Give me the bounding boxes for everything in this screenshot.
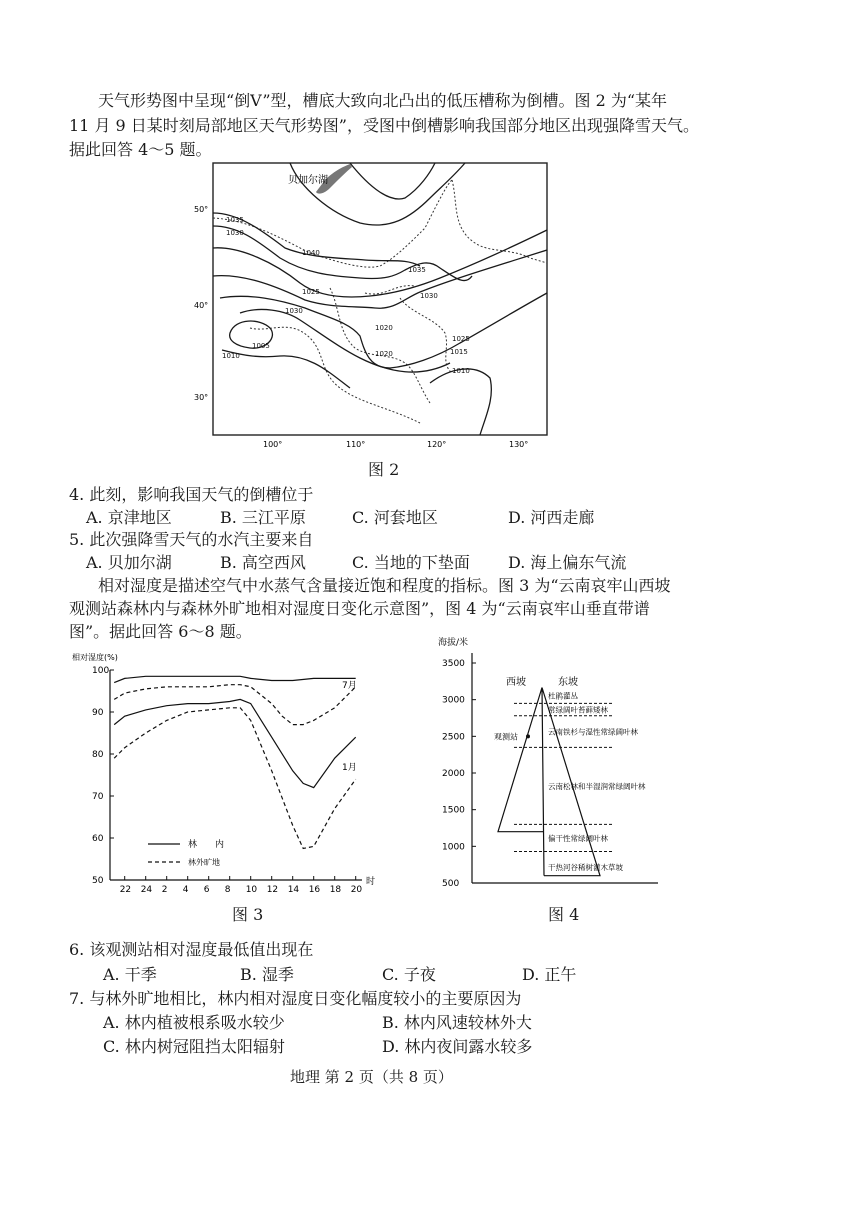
- zone-label: 常绿阔叶苔藓矮林: [548, 705, 608, 715]
- zone-label: 干热河谷稀树灌木草坡: [548, 863, 623, 873]
- isobar-label: 1025: [452, 335, 470, 343]
- x-tick-label: 24: [140, 885, 153, 895]
- q7-option-c: C. 林内树冠阻挡太阳辐射: [103, 1037, 285, 1056]
- lon-label-130: 130°: [509, 440, 529, 448]
- zone-label: 云南松林和半湿润常绿阔叶林: [548, 781, 646, 791]
- q5-option-a: A. 贝加尔湖: [86, 553, 172, 572]
- q7-option-b: B. 林内风速较林外大: [382, 1013, 532, 1032]
- isobar-label: 1015: [450, 348, 468, 356]
- x-tick-label: 10: [245, 885, 258, 895]
- series-line: [114, 685, 356, 725]
- q6-option-b: B. 湿季: [240, 965, 294, 984]
- q6-option-d: D. 正午: [522, 965, 577, 984]
- isobar-label: 1005: [252, 342, 270, 350]
- y-tick-label: 500: [442, 879, 460, 889]
- q5-option-b: B. 高空西风: [220, 553, 306, 572]
- isobar-label: 1035: [226, 216, 244, 224]
- y-tick-label: 3500: [442, 659, 465, 669]
- y-tick-label: 1000: [442, 842, 465, 853]
- x-tick-label: 16: [308, 885, 321, 895]
- q4-option-b: B. 三江平原: [220, 508, 306, 527]
- legend-dashed-label: 林外旷地: [188, 858, 220, 867]
- vertical-zone-diagram: [430, 633, 670, 891]
- month-label-jan: 1月: [342, 763, 357, 773]
- q6-option-c: C. 子夜: [382, 965, 436, 984]
- fig3-ylabel: 相对湿度(%): [72, 653, 118, 662]
- intro-line-2: 11 月 9 日某时刻局部地区天气形势图”，受图中倒槽影响我国部分地区出现强降雪天气。: [69, 116, 699, 135]
- y-tick-label: 70: [92, 792, 104, 802]
- west-slope-label: 西坡: [506, 677, 526, 688]
- east-slope-label: 东坡: [558, 677, 578, 688]
- west-slope: [498, 687, 544, 831]
- y-tick-label: 60: [92, 834, 104, 844]
- zone-label: 偏干性常绿阔叶林: [548, 833, 608, 843]
- intro2-line-3: 图”。据此回答 6～8 题。: [69, 622, 252, 641]
- y-tick-label: 90: [92, 708, 104, 718]
- x-unit: 时: [366, 877, 376, 887]
- weather-map: [190, 158, 560, 448]
- isobar-label: 1010: [452, 367, 470, 375]
- x-tick-label: 18: [329, 885, 342, 895]
- isobar-label: 1035: [408, 266, 426, 274]
- isobar-label: 1025: [302, 288, 320, 296]
- fig4-ylabel: 海拔/米: [438, 638, 469, 648]
- q6-stem: 6. 该观测站相对湿度最低值出现在: [69, 940, 314, 959]
- x-tick-label: 20: [350, 885, 363, 895]
- humidity-chart: [70, 648, 385, 898]
- y-tick-label: 2500: [442, 732, 465, 743]
- station-marker: [526, 734, 530, 738]
- q4-option-d: D. 河西走廊: [508, 508, 595, 527]
- y-tick-label: 2000: [442, 769, 465, 779]
- page-footer: 地理 第 2 页（共 8 页）: [290, 1068, 453, 1086]
- q5-option-c: C. 当地的下垫面: [352, 553, 470, 572]
- figure-2-caption: 图 2: [368, 460, 400, 479]
- y-tick-label: 80: [92, 750, 104, 760]
- x-tick-label: 6: [203, 885, 210, 895]
- x-tick-label: 14: [287, 885, 300, 895]
- month-label-july: 7月: [342, 681, 357, 691]
- lat-label-50: 50°: [194, 205, 209, 214]
- series-line: [114, 699, 356, 787]
- isobar-label: 1010: [222, 352, 240, 360]
- lon-label-100: 100°: [263, 440, 283, 448]
- station-label: 观测站: [494, 732, 518, 742]
- q4-stem: 4. 此刻，影响我国天气的倒槽位于: [69, 485, 314, 504]
- lat-label-30: 30°: [194, 393, 209, 402]
- y-tick-label: 1500: [442, 805, 465, 816]
- zone-label: 杜鹃灌丛: [548, 691, 578, 701]
- q7-stem: 7. 与林外旷地相比，林内相对湿度日变化幅度较小的主要原因为: [69, 989, 522, 1008]
- x-tick-label: 8: [224, 885, 231, 895]
- y-tick-label: 50: [92, 876, 104, 886]
- y-tick-label: 3000: [442, 695, 465, 706]
- x-tick-label: 22: [119, 885, 132, 895]
- isobar-label: 1020: [375, 324, 393, 332]
- x-tick-label: 2: [161, 885, 168, 895]
- y-tick-label: 100: [92, 666, 110, 676]
- q5-option-d: D. 海上偏东气流: [508, 553, 627, 572]
- figure-4-caption: 图 4: [548, 905, 580, 924]
- series-line: [114, 708, 356, 849]
- lon-label-110: 110°: [346, 440, 366, 448]
- x-tick-label: 12: [266, 885, 279, 895]
- q4-option-c: C. 河套地区: [352, 508, 438, 527]
- intro-line-1: 天气形势图中呈现“倒V”型，槽底大致向北凸出的低压槽称为倒槽。图 2 为“某年: [98, 91, 668, 110]
- lake-label: 贝加尔湖: [288, 175, 328, 186]
- q7-option-d: D. 林内夜间露水较多: [382, 1037, 533, 1056]
- isobar-label: 1040: [302, 249, 320, 257]
- zone-label: 云南铁杉与湿性常绿阔叶林: [548, 727, 638, 737]
- isobar-label: 1020: [375, 350, 393, 358]
- isobar-label: 1030: [226, 229, 244, 237]
- intro2-line-1: 相对湿度是描述空气中水蒸气含量接近饱和程度的指标。图 3 为“云南哀牢山西坡: [98, 576, 671, 595]
- lat-label-40: 40°: [194, 301, 209, 310]
- series-line: [114, 676, 356, 682]
- figure-3-caption: 图 3: [232, 905, 264, 924]
- legend-solid-label: 林 内: [188, 840, 225, 850]
- x-tick-label: 4: [182, 885, 189, 895]
- intro-line-3: 据此回答 4～5 题。: [69, 140, 212, 159]
- q6-option-a: A. 干季: [103, 965, 157, 984]
- q5-stem: 5. 此次强降雪天气的水汽主要来自: [69, 530, 314, 549]
- intro2-line-2: 观测站森林内与森林外旷地相对湿度日变化示意图”，图 4 为“云南哀牢山垂直带谱: [69, 599, 650, 618]
- isobar-label: 1030: [420, 292, 438, 300]
- lon-label-120: 120°: [427, 440, 447, 448]
- isobar-label: 1030: [285, 307, 303, 315]
- q4-option-a: A. 京津地区: [86, 508, 172, 527]
- q7-option-a: A. 林内植被根系吸水较少: [103, 1013, 285, 1032]
